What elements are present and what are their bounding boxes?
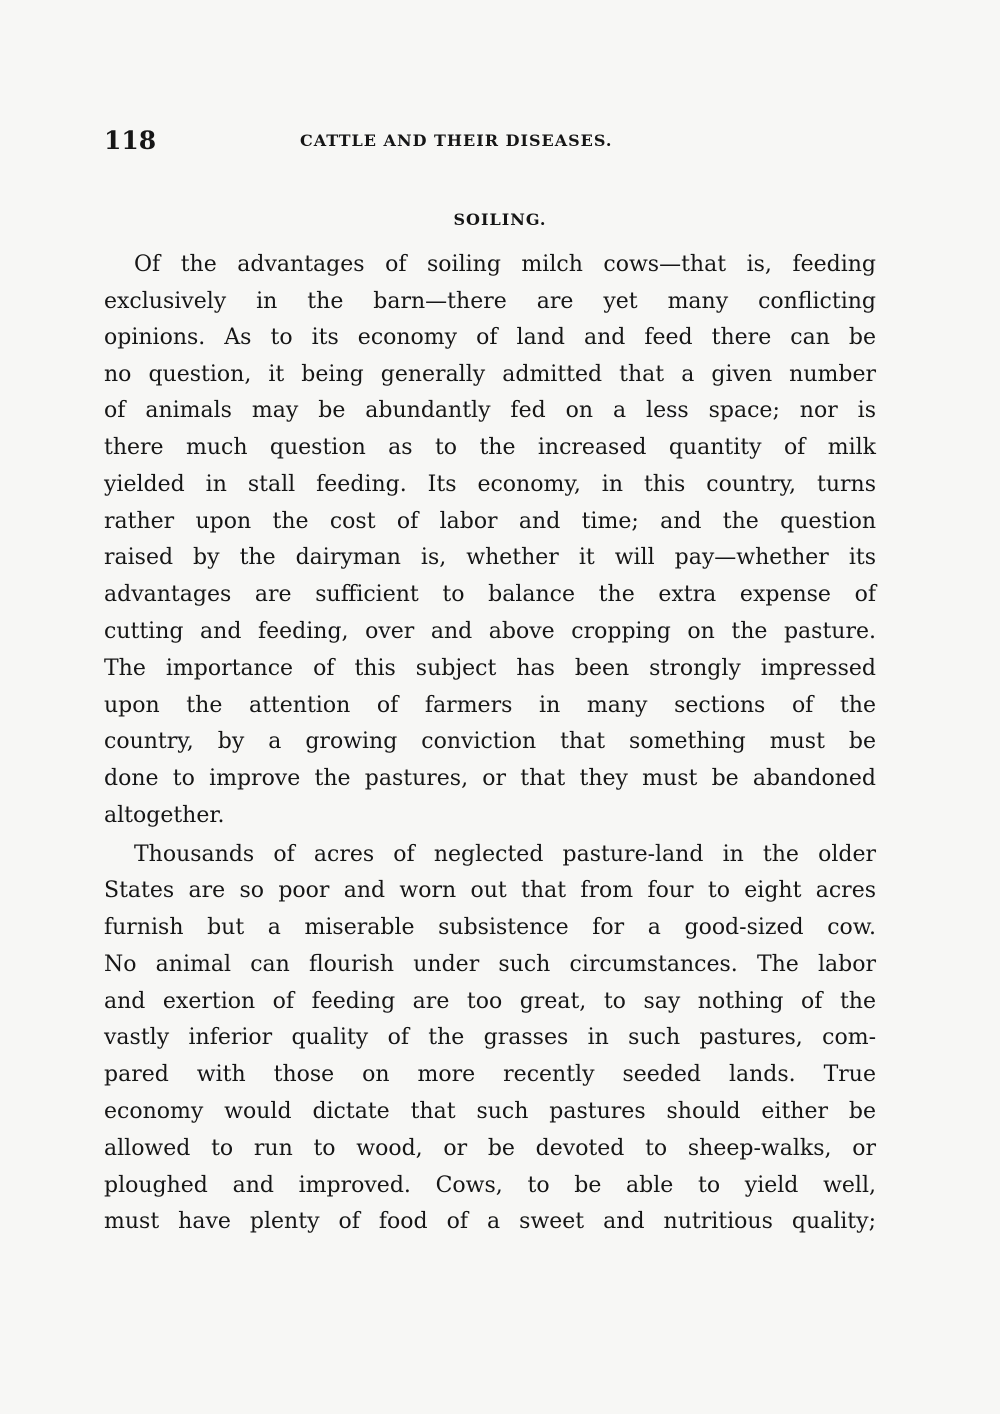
text-line <box>104 1172 876 1200</box>
text-line-content: The importance of this subject has been strongly impressed <box>104 656 876 681</box>
text-line-content: opinions. As to its economy of land and feed there can be <box>104 325 876 350</box>
text-line <box>104 1024 876 1052</box>
text-line-content: economy would dictate that such pastures should either be <box>104 1099 876 1124</box>
text-line-content: Of the advantages of soiling milch cows—that is, feeding <box>134 252 876 277</box>
text-line-content: ploughed and improved. Cows, to be able to yield well, <box>104 1173 876 1198</box>
text-line-content: upon the attention of farmers in many sections of the <box>104 693 876 718</box>
text-line-content: of animals may be abundantly fed on a less space; nor is <box>104 398 876 423</box>
text-line-content: raised by the dairyman is, whether it will pay—whether its <box>104 545 876 570</box>
text-line-content: allowed to run to wood, or be devoted to sheep-walks, or <box>104 1136 876 1161</box>
text-line <box>134 251 876 279</box>
text-line-content: no question, it being generally admitted that a given number <box>104 362 876 387</box>
text-line-content: vastly inferior quality of the grasses in such pastures, com- <box>104 1025 876 1050</box>
text-line <box>104 508 876 536</box>
text-line <box>104 728 876 756</box>
text-line-content: pared with those on more recently seeded lands. True <box>104 1062 876 1087</box>
text-line <box>104 802 876 830</box>
text-line <box>104 1098 876 1126</box>
text-line <box>104 1061 876 1089</box>
text-line-content: there much question as to the increased quantity of milk <box>104 435 876 460</box>
text-line <box>104 951 876 979</box>
text-line <box>104 581 876 609</box>
text-line-content: advantages are sufficient to balance the extra expense of <box>104 582 876 607</box>
text-line <box>104 288 876 316</box>
text-line <box>104 361 876 389</box>
text-line <box>104 1135 876 1163</box>
text-line <box>104 471 876 499</box>
text-line-content: rather upon the cost of labor and time; and the question <box>104 509 876 534</box>
text-line <box>104 988 876 1016</box>
text-line <box>104 692 876 720</box>
text-line <box>104 618 876 646</box>
text-line-content: exclusively in the barn—there are yet many conflicting <box>104 289 876 314</box>
text-line <box>104 544 876 572</box>
section-title: SOILING. <box>453 210 547 229</box>
text-line-content: No animal can flourish under such circumstances. The labor <box>104 952 876 977</box>
text-line-content: must have plenty of food of a sweet and nutritious quality; <box>104 1209 876 1234</box>
text-line-content: country, by a growing conviction that something must be <box>104 729 876 754</box>
text-line <box>104 914 876 942</box>
text-line-content: cutting and feeding, over and above cropping on the pasture. <box>104 619 876 644</box>
text-line-content: States are so poor and worn out that from four to eight acres <box>104 878 876 903</box>
text-line <box>104 765 876 793</box>
text-line-content: yielded in stall feeding. Its economy, in this country, turns <box>104 472 876 497</box>
text-line <box>104 397 876 425</box>
text-line-content: and exertion of feeding are too great, to say nothing of the <box>104 989 876 1014</box>
text-line <box>104 1208 876 1236</box>
text-line-content: furnish but a miserable subsistence for a good-sized cow. <box>104 915 876 940</box>
running-title: CATTLE AND THEIR DISEASES. <box>300 131 613 150</box>
text-line <box>104 655 876 683</box>
text-line <box>104 877 876 905</box>
text-line <box>104 324 876 352</box>
text-line-content: done to improve the pastures, or that they must be abandoned <box>104 766 876 791</box>
page-number: 118 <box>104 126 157 155</box>
text-line-content: altogether. <box>104 803 225 828</box>
text-line <box>134 841 876 869</box>
text-line <box>104 434 876 462</box>
text-line-content: Thousands of acres of neglected pasture-land in the older <box>134 842 876 867</box>
